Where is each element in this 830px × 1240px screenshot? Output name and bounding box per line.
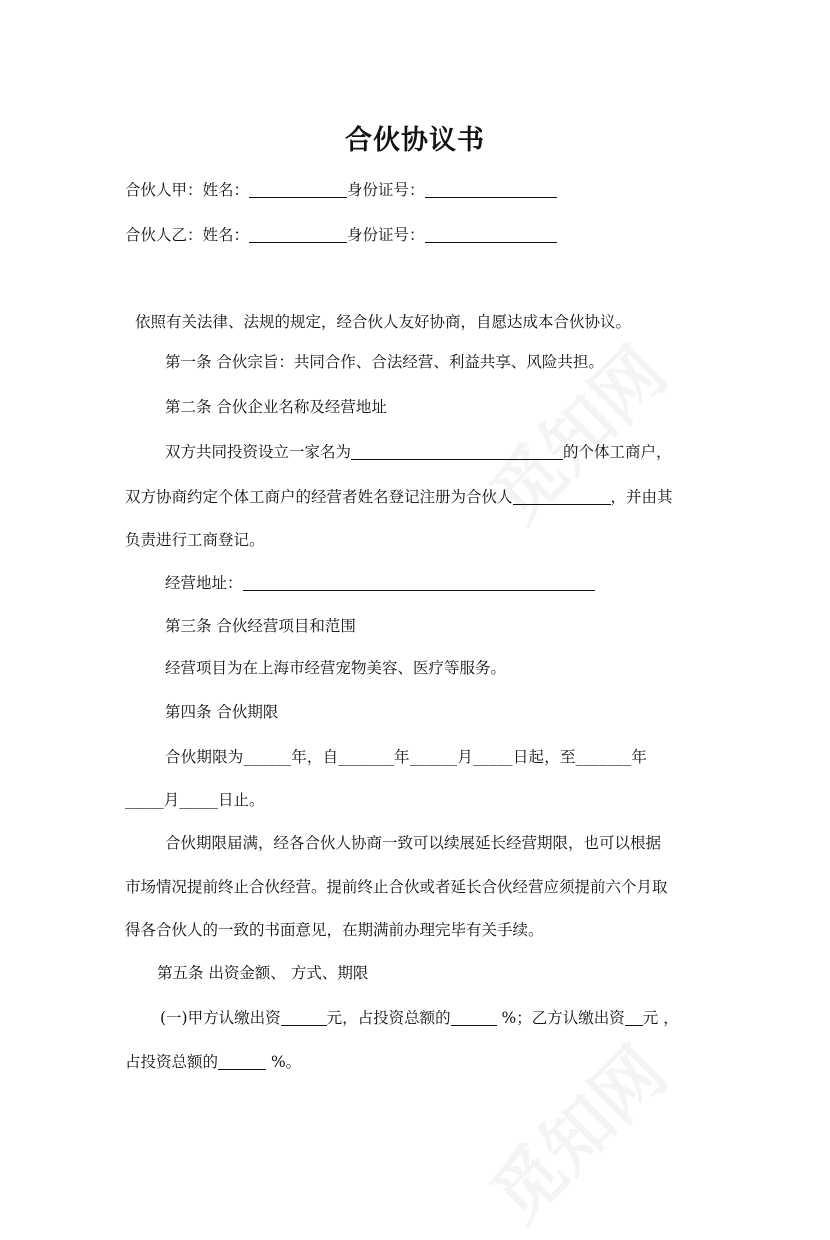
article-4-heading: 第四条 合伙期限 (165, 703, 279, 721)
text: 年 (631, 748, 648, 766)
text: (一)甲方认缴出资 (160, 1009, 281, 1027)
watermark (465, 1021, 685, 1240)
article-5-line-1 (160, 1008, 679, 1028)
preamble: 依照有关法律、法规的规定，经合伙人友好协商，自愿达成本合伙协议。 (135, 313, 632, 331)
text: %。 (266, 1053, 302, 1071)
party-a-name-blank[interactable] (249, 181, 347, 198)
blank[interactable]: _______ (338, 748, 394, 766)
blank[interactable]: ______ (409, 748, 458, 766)
text: 月 (163, 791, 180, 809)
article-4-term-line-1 (165, 747, 647, 767)
party-b-line (125, 225, 557, 245)
article-1: 第一条 合伙宗旨：共同合作、合法经营、利益共享、风险共担。 (165, 353, 604, 371)
party-b-name-blank[interactable] (249, 226, 347, 243)
article-4-term-line-2 (125, 790, 265, 810)
address-label: 经营地址： (165, 574, 243, 592)
party-b-share-blank[interactable] (218, 1053, 266, 1070)
party-a-line (125, 180, 557, 200)
article-2-line-3: 负责进行工商登记。 (125, 531, 265, 549)
article-5-line-2 (125, 1052, 301, 1072)
party-a-id-label: 身份证号： (347, 181, 425, 199)
blank[interactable]: _____ (179, 791, 219, 809)
article-2-heading: 第二条 合伙企业名称及经营地址 (165, 398, 387, 416)
text: 元，占投资总额的 (326, 1009, 451, 1027)
text: 的个体工商户， (563, 443, 672, 461)
text: %；乙方认缴出资 (496, 1009, 625, 1027)
article-2-line-1 (165, 442, 672, 462)
party-a-label: 合伙人甲：姓名： (125, 181, 250, 199)
text: 合伙期限为 (165, 748, 244, 766)
text: 元 ， (642, 1009, 679, 1027)
article-4-p2-line-3: 得各合伙人的一致的书面意见，在期满前办理完毕有关手续。 (125, 921, 544, 939)
text: 年，自 (291, 748, 339, 766)
text: ，并由其 (610, 488, 673, 506)
party-b-label: 合伙人乙：姓名： (125, 226, 250, 244)
party-b-id-label: 身份证号： (347, 226, 425, 244)
article-3-body: 经营项目为在上海市经营宠物美容、医疗等服务。 (165, 659, 507, 677)
text: 日起，至 (512, 748, 576, 766)
party-a-share-blank[interactable] (451, 1009, 497, 1026)
text: 占投资总额的 (125, 1053, 219, 1071)
blank[interactable]: _______ (575, 748, 632, 766)
party-b-id-blank[interactable] (425, 226, 557, 243)
article-5-heading: 第五条 出资金额、 方式、期限 (157, 964, 369, 982)
party-b-capital-blank[interactable] (625, 1009, 643, 1026)
article-4-p2-line-1: 合伙期限届满，经各合伙人协商一致可以续展延长经营期限，也可以根据 (165, 834, 662, 852)
blank[interactable]: _____ (125, 791, 164, 809)
blank[interactable]: _____ (473, 748, 513, 766)
article-4-p2-line-2: 市场情况提前终止合伙经营。提前终止合伙或者延长合伙经营应须提前六个月取 (125, 878, 668, 896)
text: 年 (393, 748, 410, 766)
article-3-heading: 第三条 合伙经营项目和范围 (165, 617, 356, 635)
address-line (165, 573, 595, 593)
party-a-capital-blank[interactable] (281, 1009, 327, 1026)
party-a-id-blank[interactable] (425, 181, 557, 198)
text: 双方共同投资设立一家名为 (165, 443, 352, 461)
blank[interactable]: ______ (243, 748, 292, 766)
document-title: 合伙协议书 (345, 125, 485, 156)
address-blank[interactable] (243, 574, 595, 591)
text: 双方协商约定个体工商户的经营者姓名登记注册为合伙人 (125, 488, 513, 506)
business-name-blank[interactable] (351, 443, 563, 460)
article-2-line-2 (125, 487, 673, 507)
text: 日止。 (218, 791, 265, 809)
text: 月 (457, 748, 474, 766)
operator-name-blank[interactable] (513, 488, 611, 505)
